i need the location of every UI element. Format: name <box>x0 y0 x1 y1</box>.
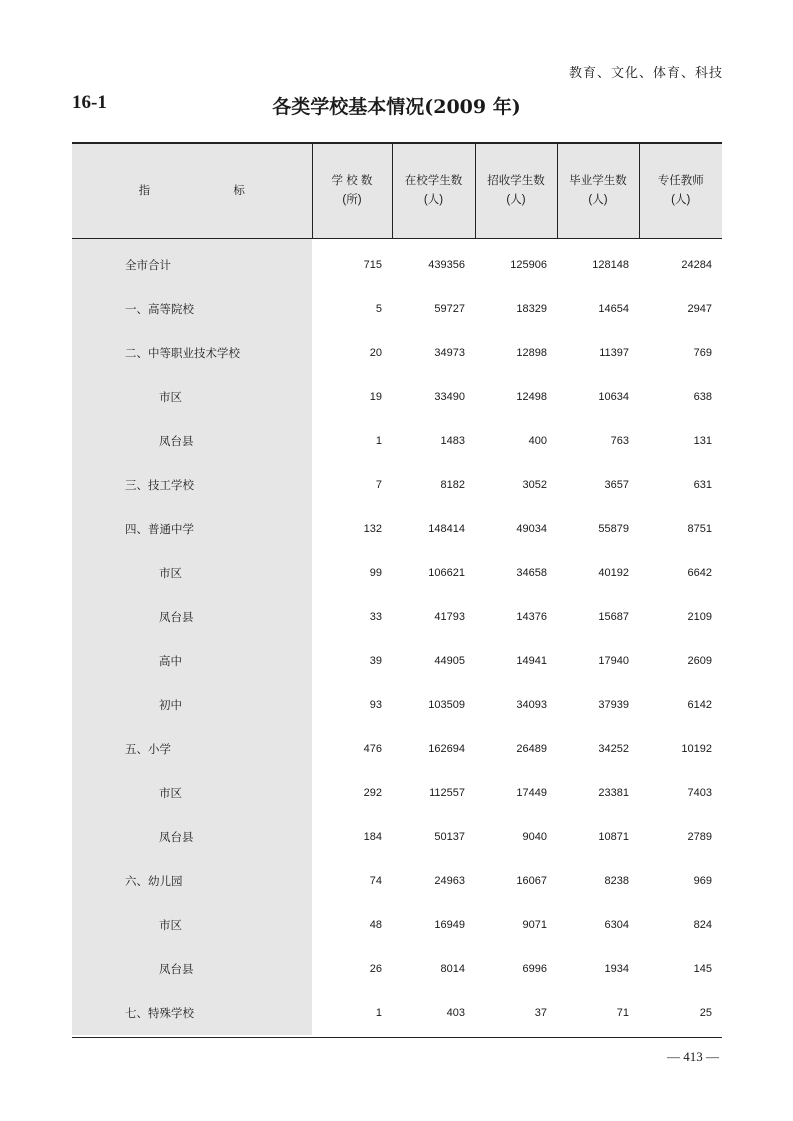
cell-enrolled: 33490 <box>434 391 465 403</box>
row-label: 市区 <box>72 771 312 815</box>
cell-teachers: 969 <box>693 875 712 887</box>
cell-schools: 1 <box>375 435 382 447</box>
cell-schools: 74 <box>369 875 382 887</box>
header-schools <box>312 143 392 239</box>
cell-admitted: 400 <box>528 435 547 447</box>
header-teachers-unit: (人) <box>671 194 691 206</box>
cell-schools: 93 <box>369 699 382 711</box>
section-header: 教育、文化、体育、科技 <box>568 66 723 81</box>
cell-teachers: 145 <box>693 963 712 975</box>
cell-teachers: 6142 <box>687 699 712 711</box>
cell-admitted: 14376 <box>516 611 547 623</box>
cell-graduates: 15687 <box>598 611 629 623</box>
cell-admitted: 34093 <box>516 699 547 711</box>
row-label: 凤台县 <box>72 595 312 639</box>
cell-graduates: 14654 <box>598 303 629 315</box>
cell-graduates: 40192 <box>598 567 629 579</box>
cell-teachers: 131 <box>693 435 712 447</box>
header-admitted <box>475 143 557 239</box>
cell-graduates: 3657 <box>604 479 629 491</box>
table-row <box>72 551 722 595</box>
table-row <box>72 815 722 859</box>
row-label: 凤台县 <box>72 947 312 991</box>
row-label: 三、技工学校 <box>72 463 312 507</box>
cell-teachers: 824 <box>693 919 712 931</box>
cell-teachers: 24284 <box>681 259 712 271</box>
cell-schools: 33 <box>369 611 382 623</box>
cell-teachers: 8751 <box>687 523 712 535</box>
row-label: 六、幼儿园 <box>72 859 312 903</box>
table-row <box>72 507 722 551</box>
table-row <box>72 375 722 419</box>
table-row <box>72 947 722 991</box>
header-schools-label: 学 校 数 <box>331 175 373 187</box>
header-schools-unit: (所) <box>342 194 362 206</box>
header-indicator <box>72 143 312 239</box>
cell-schools: 476 <box>363 743 382 755</box>
table-row <box>72 239 722 288</box>
cell-admitted: 3052 <box>522 479 547 491</box>
cell-graduates: 763 <box>610 435 629 447</box>
table-row <box>72 639 722 683</box>
header-enrolled-unit: (人) <box>423 194 444 206</box>
cell-enrolled: 34973 <box>434 347 465 359</box>
table-title: 各类学校基本情况(2009 年) <box>272 96 521 118</box>
cell-graduates: 6304 <box>604 919 629 931</box>
cell-enrolled: 148414 <box>428 523 465 535</box>
cell-graduates: 23381 <box>598 787 629 799</box>
cell-teachers: 10192 <box>681 743 712 755</box>
cell-admitted: 12898 <box>516 347 547 359</box>
header-teachers-label: 专任教师 <box>657 175 704 187</box>
header-indicator-label: 指 标 <box>138 184 285 197</box>
row-label: 凤台县 <box>72 815 312 859</box>
cell-graduates: 10634 <box>598 391 629 403</box>
row-label: 市区 <box>72 551 312 595</box>
cell-teachers: 7403 <box>687 787 712 799</box>
cell-graduates: 34252 <box>598 743 629 755</box>
cell-admitted: 49034 <box>516 523 547 535</box>
table-row <box>72 287 722 331</box>
cell-schools: 292 <box>363 787 382 799</box>
cell-enrolled: 112557 <box>429 787 465 799</box>
cell-enrolled: 403 <box>446 1007 465 1019</box>
cell-teachers: 2609 <box>687 655 712 667</box>
cell-schools: 184 <box>363 831 382 843</box>
cell-teachers: 631 <box>693 479 712 491</box>
cell-enrolled: 41793 <box>434 611 465 623</box>
header-enrolled <box>392 143 475 239</box>
row-label: 二、中等职业技术学校 <box>72 331 312 375</box>
cell-schools: 5 <box>375 303 382 315</box>
cell-teachers: 6642 <box>687 567 712 579</box>
cell-graduates: 1934 <box>604 963 629 975</box>
cell-teachers: 769 <box>693 347 712 359</box>
cell-enrolled: 1483 <box>440 435 465 447</box>
table-row <box>72 991 722 1035</box>
statistics-table-container <box>72 142 722 1035</box>
table-row <box>72 595 722 639</box>
cell-enrolled: 103509 <box>428 699 465 711</box>
table-number: 16-1 <box>72 92 107 113</box>
cell-enrolled: 50137 <box>434 831 465 843</box>
cell-schools: 39 <box>369 655 382 667</box>
row-label: 五、小学 <box>72 727 312 771</box>
cell-schools: 1 <box>375 1007 382 1019</box>
cell-admitted: 12498 <box>516 391 547 403</box>
cell-enrolled: 162694 <box>428 743 465 755</box>
row-label: 四、普通中学 <box>72 507 312 551</box>
cell-enrolled: 106621 <box>428 567 465 579</box>
cell-teachers: 25 <box>699 1007 712 1019</box>
row-label: 全市合计 <box>72 239 312 288</box>
cell-schools: 132 <box>363 523 382 535</box>
header-admitted-unit: (人) <box>506 194 526 206</box>
row-label: 七、特殊学校 <box>72 991 312 1035</box>
cell-teachers: 2789 <box>687 831 712 843</box>
cell-enrolled: 8014 <box>440 963 465 975</box>
bottom-rule <box>72 1037 722 1038</box>
cell-graduates: 128148 <box>592 259 629 271</box>
cell-admitted: 18329 <box>516 303 547 315</box>
cell-enrolled: 24963 <box>434 875 465 887</box>
header-teachers <box>639 143 722 239</box>
cell-admitted: 16067 <box>516 875 547 887</box>
cell-graduates: 11397 <box>599 347 629 359</box>
cell-schools: 26 <box>369 963 382 975</box>
row-label: 一、高等院校 <box>72 287 312 331</box>
cell-schools: 20 <box>369 347 382 359</box>
header-graduates-label: 毕业学生数 <box>569 175 627 187</box>
row-label: 市区 <box>72 375 312 419</box>
cell-graduates: 55879 <box>598 523 629 535</box>
cell-teachers: 638 <box>693 391 712 403</box>
table-row <box>72 419 722 463</box>
cell-admitted: 125906 <box>510 259 547 271</box>
cell-teachers: 2947 <box>687 303 712 315</box>
cell-teachers: 2109 <box>687 611 712 623</box>
cell-admitted: 34658 <box>516 567 547 579</box>
cell-graduates: 71 <box>616 1007 629 1019</box>
cell-schools: 48 <box>369 919 382 931</box>
table-row <box>72 683 722 727</box>
cell-admitted: 14941 <box>516 655 547 667</box>
cell-admitted: 9040 <box>522 831 547 843</box>
cell-admitted: 37 <box>534 1007 547 1019</box>
cell-enrolled: 59727 <box>434 303 465 315</box>
table-header <box>72 143 722 239</box>
row-label: 市区 <box>72 903 312 947</box>
table-row <box>72 331 722 375</box>
cell-admitted: 17449 <box>516 787 547 799</box>
cell-schools: 99 <box>369 567 382 579</box>
table-row <box>72 771 722 815</box>
table-body <box>72 239 722 1036</box>
cell-schools: 19 <box>369 391 382 403</box>
table-row <box>72 859 722 903</box>
cell-admitted: 26489 <box>516 743 547 755</box>
table-row <box>72 903 722 947</box>
header-graduates <box>557 143 639 239</box>
cell-enrolled: 8182 <box>440 479 465 491</box>
cell-graduates: 10871 <box>598 831 629 843</box>
row-label: 高中 <box>72 639 312 683</box>
header-graduates-unit: (人) <box>588 194 608 206</box>
cell-schools: 715 <box>363 259 382 271</box>
school-statistics-table <box>72 142 722 1035</box>
cell-admitted: 9071 <box>522 919 547 931</box>
table-row <box>72 727 722 771</box>
header-enrolled-label: 在校学生数 <box>404 175 463 187</box>
cell-schools: 7 <box>375 479 382 491</box>
page-number: — 413 — <box>667 1049 719 1064</box>
cell-graduates: 17940 <box>598 655 629 667</box>
row-label: 初中 <box>72 683 312 727</box>
cell-graduates: 37939 <box>598 699 629 711</box>
cell-admitted: 6996 <box>522 963 547 975</box>
cell-enrolled: 44905 <box>434 655 465 667</box>
table-row <box>72 463 722 507</box>
cell-graduates: 8238 <box>604 875 629 887</box>
cell-enrolled: 439356 <box>428 259 465 271</box>
header-admitted-label: 招收学生数 <box>487 175 545 187</box>
row-label: 凤台县 <box>72 419 312 463</box>
cell-enrolled: 16949 <box>434 919 465 931</box>
